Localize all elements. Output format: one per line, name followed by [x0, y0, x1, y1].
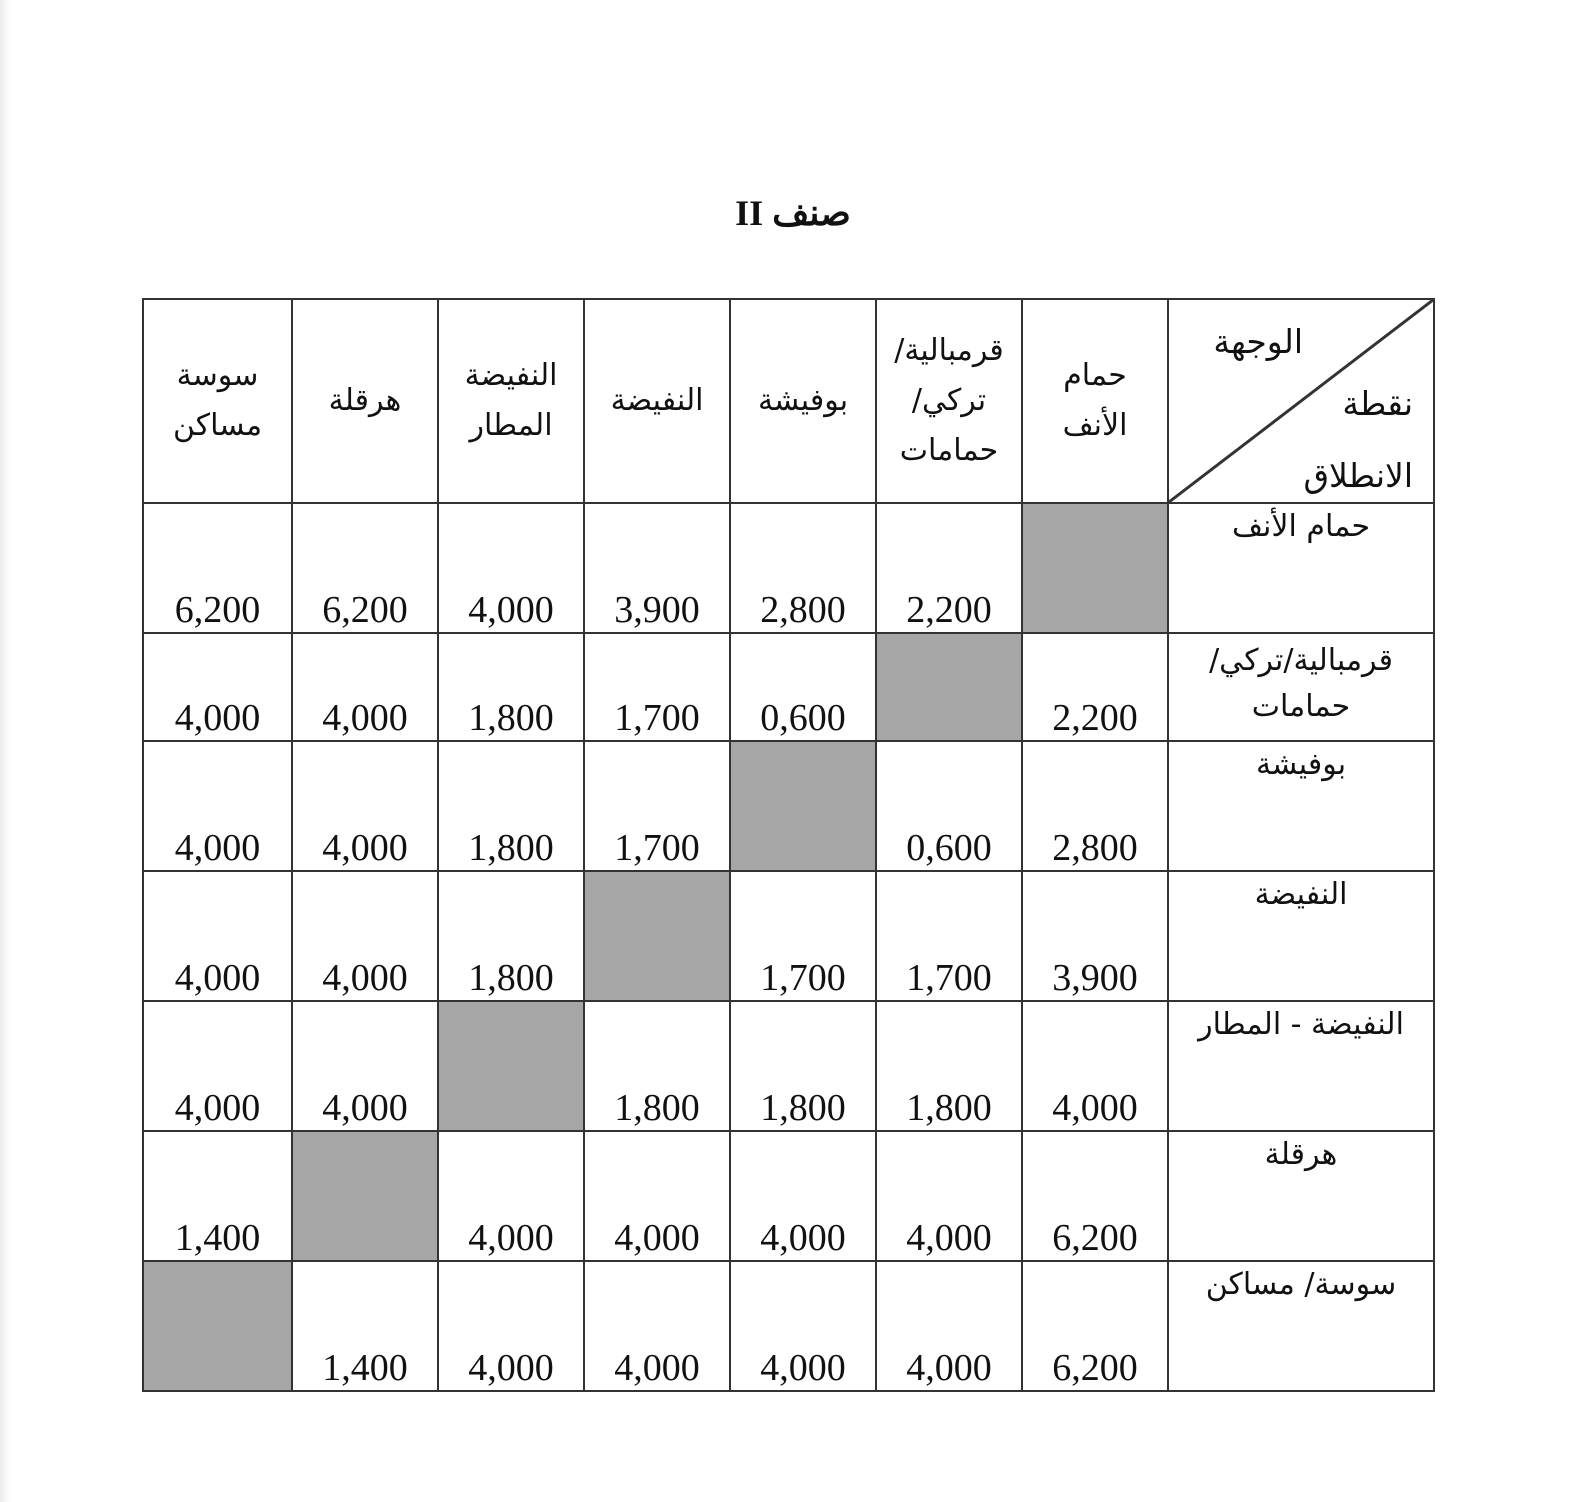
diagonal-empty-cell: [292, 1131, 438, 1261]
fare-cell: 4,000: [438, 503, 584, 633]
fare-cell: 1,700: [584, 633, 730, 741]
fare-cell: 1,800: [584, 1001, 730, 1131]
fare-cell: 4,000: [438, 1131, 584, 1261]
row-header-line: النفيضة - المطار: [1198, 1007, 1404, 1042]
row-header: [1168, 1131, 1434, 1261]
header-row: [143, 299, 1434, 503]
diagonal-empty-cell: [584, 871, 730, 1001]
row-header: [1168, 1261, 1434, 1391]
fare-cell: 4,000: [438, 1261, 584, 1391]
corner-cell: [1168, 299, 1434, 503]
row-header-line: النفيضة: [1254, 877, 1348, 912]
column-header-line: مساكن: [172, 408, 263, 443]
title-text: صنف II: [735, 193, 851, 233]
row-header-line: قرمبالية/تركي/: [1209, 643, 1393, 678]
page-title: [0, 192, 1586, 234]
fare-cell: 1,800: [876, 1001, 1022, 1131]
column-header: [438, 299, 584, 503]
table-row: [143, 741, 1434, 871]
row-header: [1168, 871, 1434, 1001]
fare-cell: 4,000: [876, 1131, 1022, 1261]
row-header-line: حمامات: [1251, 689, 1351, 724]
column-header: [143, 299, 292, 503]
column-header-line: النفيضة: [464, 358, 558, 393]
column-header-line: المطار: [469, 408, 553, 443]
fare-cell: 0,600: [876, 741, 1022, 871]
column-header-line: هرقلة: [328, 383, 402, 418]
diagonal-empty-cell: [876, 633, 1022, 741]
fare-cell: 4,000: [292, 871, 438, 1001]
fare-cell: 4,000: [143, 741, 292, 871]
fare-cell: 6,200: [292, 503, 438, 633]
fare-cell: 2,200: [876, 503, 1022, 633]
fare-cell: 4,000: [292, 1001, 438, 1131]
fare-cell: 1,400: [292, 1261, 438, 1391]
fare-cell: 0,600: [730, 633, 876, 741]
column-header-line: الأنف: [1062, 408, 1128, 443]
row-header-line: حمام الأنف: [1232, 509, 1370, 544]
diagonal-empty-cell: [438, 1001, 584, 1131]
column-header-line: تركي/: [911, 383, 987, 418]
fare-cell: 4,000: [584, 1131, 730, 1261]
fare-cell: 4,000: [730, 1131, 876, 1261]
fare-cell: 4,000: [292, 741, 438, 871]
table-row: [143, 1001, 1434, 1131]
fare-cell: 4,000: [730, 1261, 876, 1391]
fare-cell: 4,000: [143, 871, 292, 1001]
diagonal-empty-cell: [730, 741, 876, 871]
column-header-line: حمام: [1063, 358, 1127, 393]
fare-cell: 1,700: [584, 741, 730, 871]
fare-cell: 6,200: [1022, 1131, 1168, 1261]
row-header-line: هرقلة: [1264, 1137, 1338, 1172]
column-header-line: قرمبالية/: [894, 333, 1004, 368]
row-header: [1168, 1001, 1434, 1131]
fare-table: [142, 298, 1435, 1392]
fare-cell: 4,000: [584, 1261, 730, 1391]
fare-cell: 1,800: [438, 633, 584, 741]
column-header: [1022, 299, 1168, 503]
row-header-line: بوفيشة: [1255, 747, 1347, 782]
fare-cell: 4,000: [876, 1261, 1022, 1391]
fare-cell: 1,700: [876, 871, 1022, 1001]
fare-cell: 3,900: [1022, 871, 1168, 1001]
fare-cell: 4,000: [143, 633, 292, 741]
fare-cell: 2,200: [1022, 633, 1168, 741]
column-header: [876, 299, 1022, 503]
fare-cell: 1,800: [438, 741, 584, 871]
table-row: [143, 871, 1434, 1001]
fare-cell: 1,400: [143, 1131, 292, 1261]
fare-cell: 1,800: [438, 871, 584, 1001]
table-row: [143, 1261, 1434, 1391]
column-header-line: حمامات: [899, 433, 999, 468]
row-header: [1168, 503, 1434, 633]
column-header-line: النفيضة: [610, 383, 704, 418]
fare-cell: 1,800: [730, 1001, 876, 1131]
diagonal-empty-cell: [1022, 503, 1168, 633]
fare-cell: 4,000: [1022, 1001, 1168, 1131]
column-header-line: بوفيشة: [757, 383, 849, 418]
column-header: [292, 299, 438, 503]
row-header-line: سوسة/ مساكن: [1205, 1267, 1397, 1302]
diagonal-empty-cell: [143, 1261, 292, 1391]
table-row: [143, 503, 1434, 633]
fare-table-body: [143, 299, 1434, 1391]
destination-label: الوجهة: [1213, 322, 1303, 361]
column-header: [730, 299, 876, 503]
fare-cell: 4,000: [292, 633, 438, 741]
fare-cell: 2,800: [1022, 741, 1168, 871]
row-header: [1168, 633, 1434, 741]
fare-cell: 3,900: [584, 503, 730, 633]
row-header: [1168, 741, 1434, 871]
column-header-line: سوسة: [176, 358, 259, 393]
column-header: [584, 299, 730, 503]
fare-cell: 1,700: [730, 871, 876, 1001]
fare-cell: 2,800: [730, 503, 876, 633]
fare-cell: 6,200: [143, 503, 292, 633]
fare-cell: 6,200: [1022, 1261, 1168, 1391]
table-row: [143, 633, 1434, 741]
table-row: [143, 1131, 1434, 1261]
fare-cell: 4,000: [143, 1001, 292, 1131]
origin-label: نقطة الانطلاق: [1303, 384, 1413, 495]
